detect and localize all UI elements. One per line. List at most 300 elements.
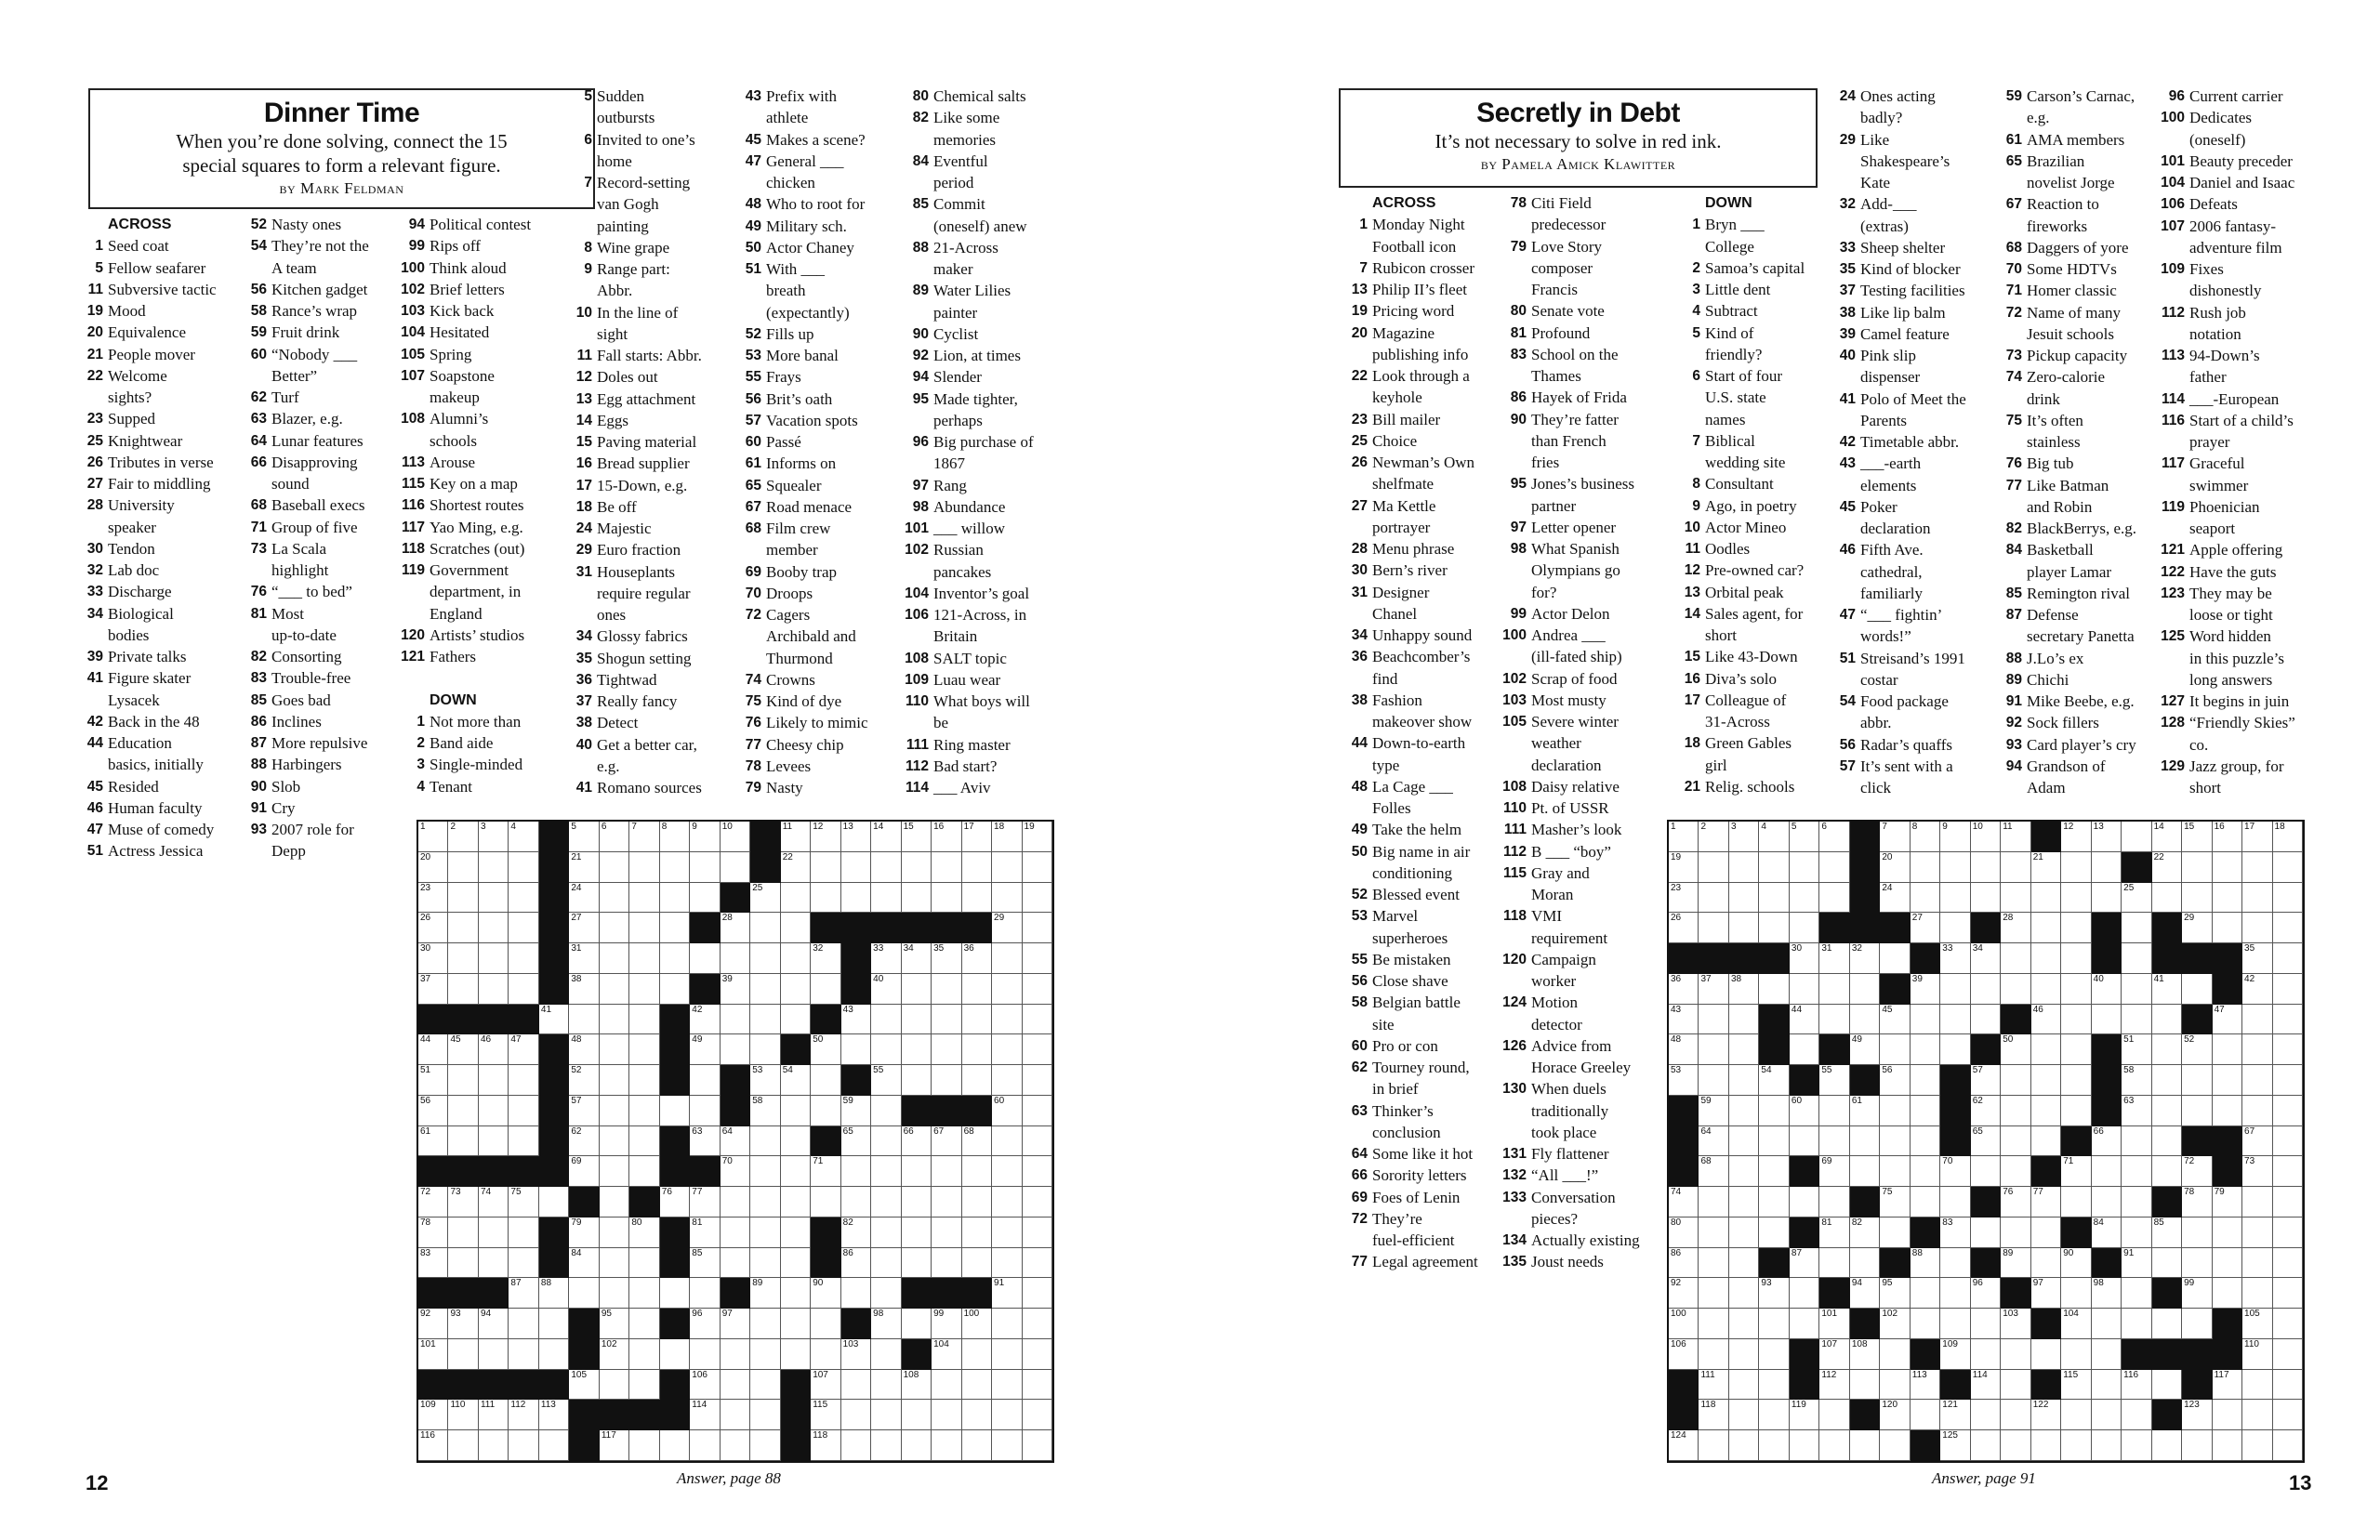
grid-square[interactable]	[902, 1187, 932, 1218]
grid-square[interactable]	[1023, 822, 1052, 852]
grid-square[interactable]	[600, 1065, 629, 1096]
grid-square[interactable]	[2152, 883, 2182, 914]
grid-square[interactable]	[1699, 1187, 1728, 1218]
grid-square[interactable]	[1790, 1430, 1819, 1461]
grid-square[interactable]	[750, 1218, 780, 1248]
grid-square[interactable]	[509, 852, 538, 883]
grid-square[interactable]	[1819, 1370, 1849, 1401]
grid-square[interactable]	[962, 1034, 992, 1065]
grid-square[interactable]	[448, 822, 478, 852]
grid-square[interactable]	[2092, 1339, 2122, 1370]
grid-square[interactable]	[2061, 1065, 2091, 1096]
grid-square[interactable]	[600, 852, 629, 883]
grid-square[interactable]	[2273, 1218, 2303, 1248]
grid-square[interactable]	[2001, 974, 2030, 1005]
grid-square[interactable]	[629, 1005, 659, 1035]
grid-square[interactable]	[2031, 1430, 2061, 1461]
grid-square[interactable]	[479, 1218, 509, 1248]
grid-square[interactable]	[2182, 883, 2212, 914]
grid-square[interactable]	[992, 883, 1022, 914]
grid-square[interactable]	[2031, 1126, 2061, 1157]
grid-square[interactable]	[569, 822, 599, 852]
grid-square[interactable]	[479, 1430, 509, 1461]
grid-square[interactable]	[2273, 822, 2303, 852]
grid-square[interactable]	[1699, 1278, 1728, 1309]
grid-square[interactable]	[1971, 1005, 2001, 1035]
grid-square[interactable]	[932, 1187, 961, 1218]
grid-square[interactable]	[1759, 852, 1789, 883]
grid-square[interactable]	[1880, 1400, 1910, 1430]
grid-square[interactable]	[479, 1096, 509, 1126]
grid-square[interactable]	[2122, 1248, 2151, 1279]
grid-square[interactable]	[1971, 1339, 2001, 1370]
grid-square[interactable]	[600, 1187, 629, 1218]
grid-square[interactable]	[1911, 1126, 1940, 1157]
grid-square[interactable]	[600, 1096, 629, 1126]
grid-square[interactable]	[629, 1218, 659, 1248]
grid-square[interactable]	[781, 1218, 811, 1248]
grid-square[interactable]	[1911, 1096, 1940, 1126]
grid-square[interactable]	[2273, 1278, 2303, 1309]
grid-square[interactable]	[1729, 1096, 1759, 1126]
grid-square[interactable]	[1699, 883, 1728, 914]
grid-square[interactable]	[1699, 1430, 1728, 1461]
grid-square[interactable]	[1729, 913, 1759, 943]
grid-square[interactable]	[871, 1065, 901, 1096]
grid-square[interactable]	[2122, 974, 2151, 1005]
grid-square[interactable]	[660, 883, 690, 914]
grid-square[interactable]	[1759, 883, 1789, 914]
grid-square[interactable]	[2061, 1339, 2091, 1370]
grid-square[interactable]	[2213, 913, 2242, 943]
grid-square[interactable]	[2242, 852, 2272, 883]
grid-square[interactable]	[962, 1005, 992, 1035]
grid-square[interactable]	[871, 1309, 901, 1339]
grid-square[interactable]	[932, 1400, 961, 1430]
grid-square[interactable]	[721, 1248, 750, 1279]
grid-square[interactable]	[539, 1339, 569, 1370]
grid-square[interactable]	[1669, 1187, 1699, 1218]
grid-square[interactable]	[2182, 1096, 2212, 1126]
grid-square[interactable]	[841, 1278, 871, 1309]
grid-square[interactable]	[992, 1339, 1022, 1370]
grid-square[interactable]	[781, 1309, 811, 1339]
grid-square[interactable]	[2273, 883, 2303, 914]
grid-square[interactable]	[569, 1156, 599, 1187]
grid-square[interactable]	[2061, 1370, 2091, 1401]
grid-square[interactable]	[1880, 852, 1910, 883]
grid-square[interactable]	[992, 1156, 1022, 1187]
grid-square[interactable]	[992, 822, 1022, 852]
grid-square[interactable]	[2061, 1278, 2091, 1309]
grid-square[interactable]	[479, 1065, 509, 1096]
grid-square[interactable]	[509, 1278, 538, 1309]
grid-square[interactable]	[1790, 1187, 1819, 1218]
grid-square[interactable]	[1880, 1034, 1910, 1065]
grid-square[interactable]	[1669, 1005, 1699, 1035]
grid-square[interactable]	[1759, 1339, 1789, 1370]
grid-square[interactable]	[690, 852, 720, 883]
grid-square[interactable]	[1759, 1096, 1789, 1126]
grid-square[interactable]	[1911, 1400, 1940, 1430]
grid-square[interactable]	[1819, 1218, 1849, 1248]
grid-square[interactable]	[418, 913, 448, 943]
grid-square[interactable]	[2031, 1034, 2061, 1065]
grid-square[interactable]	[932, 1339, 961, 1370]
grid-square[interactable]	[1819, 1248, 1849, 1279]
grid-square[interactable]	[2001, 822, 2030, 852]
grid-square[interactable]	[479, 1187, 509, 1218]
grid-square[interactable]	[811, 1034, 840, 1065]
grid-square[interactable]	[781, 1248, 811, 1279]
grid-square[interactable]	[448, 1034, 478, 1065]
grid-square[interactable]	[1911, 852, 1940, 883]
grid-square[interactable]	[448, 1187, 478, 1218]
grid-square[interactable]	[690, 822, 720, 852]
grid-square[interactable]	[750, 1400, 780, 1430]
grid-square[interactable]	[1790, 852, 1819, 883]
grid-square[interactable]	[1880, 943, 1910, 974]
grid-square[interactable]	[479, 822, 509, 852]
grid-square[interactable]	[690, 1126, 720, 1157]
grid-square[interactable]	[1669, 913, 1699, 943]
grid-square[interactable]	[418, 1065, 448, 1096]
left-crossword-grid[interactable]	[416, 820, 1054, 1463]
grid-square[interactable]	[690, 1096, 720, 1126]
grid-square[interactable]	[2273, 1400, 2303, 1430]
grid-square[interactable]	[2122, 1309, 2151, 1339]
grid-square[interactable]	[1850, 1034, 1880, 1065]
grid-square[interactable]	[721, 1430, 750, 1461]
grid-square[interactable]	[448, 1339, 478, 1370]
grid-square[interactable]	[1971, 1309, 2001, 1339]
grid-square[interactable]	[871, 1187, 901, 1218]
grid-square[interactable]	[629, 943, 659, 974]
grid-square[interactable]	[932, 1126, 961, 1157]
grid-square[interactable]	[2001, 1400, 2030, 1430]
grid-square[interactable]	[871, 1005, 901, 1035]
grid-square[interactable]	[2152, 1156, 2182, 1187]
grid-square[interactable]	[871, 974, 901, 1005]
grid-square[interactable]	[690, 1218, 720, 1248]
grid-square[interactable]	[1790, 1126, 1819, 1157]
right-crossword-grid[interactable]	[1667, 820, 2305, 1463]
grid-square[interactable]	[1669, 1278, 1699, 1309]
grid-square[interactable]	[569, 1278, 599, 1309]
grid-square[interactable]	[1940, 822, 1970, 852]
grid-square[interactable]	[992, 1400, 1022, 1430]
grid-square[interactable]	[600, 1126, 629, 1157]
grid-square[interactable]	[1911, 974, 1940, 1005]
grid-square[interactable]	[2092, 1218, 2122, 1248]
grid-square[interactable]	[871, 1218, 901, 1248]
grid-square[interactable]	[811, 1096, 840, 1126]
grid-square[interactable]	[2122, 1065, 2151, 1096]
grid-square[interactable]	[509, 974, 538, 1005]
grid-square[interactable]	[932, 883, 961, 914]
grid-square[interactable]	[1023, 852, 1052, 883]
grid-square[interactable]	[2152, 1005, 2182, 1035]
grid-square[interactable]	[750, 1156, 780, 1187]
grid-square[interactable]	[1023, 1278, 1052, 1309]
grid-square[interactable]	[448, 1309, 478, 1339]
grid-square[interactable]	[750, 1126, 780, 1157]
grid-square[interactable]	[1819, 1400, 1849, 1430]
grid-square[interactable]	[690, 1370, 720, 1401]
grid-square[interactable]	[569, 913, 599, 943]
grid-square[interactable]	[2213, 1187, 2242, 1218]
grid-square[interactable]	[871, 1339, 901, 1370]
grid-square[interactable]	[2182, 1156, 2212, 1187]
grid-square[interactable]	[509, 913, 538, 943]
grid-square[interactable]	[1759, 913, 1789, 943]
grid-square[interactable]	[1850, 1156, 1880, 1187]
grid-square[interactable]	[2122, 1156, 2151, 1187]
grid-square[interactable]	[690, 1309, 720, 1339]
grid-square[interactable]	[1790, 1034, 1819, 1065]
grid-square[interactable]	[992, 943, 1022, 974]
grid-square[interactable]	[1940, 1278, 1970, 1309]
grid-square[interactable]	[1971, 1065, 2001, 1096]
grid-square[interactable]	[2242, 1339, 2272, 1370]
grid-square[interactable]	[721, 1005, 750, 1035]
grid-square[interactable]	[509, 1065, 538, 1096]
grid-square[interactable]	[2182, 1430, 2212, 1461]
grid-square[interactable]	[600, 883, 629, 914]
grid-square[interactable]	[629, 1156, 659, 1187]
grid-square[interactable]	[2273, 1005, 2303, 1035]
grid-square[interactable]	[629, 822, 659, 852]
grid-square[interactable]	[479, 943, 509, 974]
grid-square[interactable]	[1699, 1370, 1728, 1401]
grid-square[interactable]	[2061, 852, 2091, 883]
grid-square[interactable]	[418, 883, 448, 914]
grid-square[interactable]	[721, 1034, 750, 1065]
grid-square[interactable]	[1819, 1339, 1849, 1370]
grid-square[interactable]	[841, 1034, 871, 1065]
grid-square[interactable]	[750, 1278, 780, 1309]
grid-square[interactable]	[2061, 1005, 2091, 1035]
grid-square[interactable]	[1971, 1126, 2001, 1157]
grid-square[interactable]	[2122, 913, 2151, 943]
grid-square[interactable]	[2001, 943, 2030, 974]
grid-square[interactable]	[2001, 1126, 2030, 1157]
grid-square[interactable]	[2001, 883, 2030, 914]
grid-square[interactable]	[629, 1370, 659, 1401]
grid-square[interactable]	[962, 852, 992, 883]
grid-square[interactable]	[2001, 1430, 2030, 1461]
grid-square[interactable]	[1940, 1309, 1970, 1339]
grid-square[interactable]	[2031, 852, 2061, 883]
grid-square[interactable]	[690, 1400, 720, 1430]
grid-square[interactable]	[2092, 1126, 2122, 1157]
grid-square[interactable]	[509, 1096, 538, 1126]
grid-square[interactable]	[539, 1430, 569, 1461]
grid-square[interactable]	[1911, 1278, 1940, 1309]
grid-square[interactable]	[2242, 1187, 2272, 1218]
grid-square[interactable]	[721, 1187, 750, 1218]
grid-square[interactable]	[2242, 1065, 2272, 1096]
grid-square[interactable]	[781, 1005, 811, 1035]
grid-square[interactable]	[1729, 1034, 1759, 1065]
grid-square[interactable]	[1669, 852, 1699, 883]
grid-square[interactable]	[600, 974, 629, 1005]
grid-square[interactable]	[1729, 1065, 1759, 1096]
grid-square[interactable]	[1023, 1126, 1052, 1157]
grid-square[interactable]	[962, 1370, 992, 1401]
grid-square[interactable]	[1971, 883, 2001, 914]
grid-square[interactable]	[2122, 1218, 2151, 1248]
grid-square[interactable]	[841, 1096, 871, 1126]
grid-square[interactable]	[1850, 943, 1880, 974]
grid-square[interactable]	[448, 1430, 478, 1461]
grid-square[interactable]	[600, 1370, 629, 1401]
grid-square[interactable]	[2031, 1400, 2061, 1430]
grid-square[interactable]	[992, 1370, 1022, 1401]
grid-square[interactable]	[902, 1126, 932, 1157]
grid-square[interactable]	[418, 1034, 448, 1065]
grid-square[interactable]	[2213, 1278, 2242, 1309]
grid-square[interactable]	[871, 852, 901, 883]
grid-square[interactable]	[2031, 883, 2061, 914]
grid-square[interactable]	[1759, 1065, 1789, 1096]
grid-square[interactable]	[1759, 1370, 1789, 1401]
grid-square[interactable]	[2152, 1218, 2182, 1248]
grid-square[interactable]	[539, 1005, 569, 1035]
grid-square[interactable]	[992, 852, 1022, 883]
grid-square[interactable]	[1023, 1187, 1052, 1218]
grid-square[interactable]	[781, 883, 811, 914]
grid-square[interactable]	[2273, 1309, 2303, 1339]
grid-square[interactable]	[479, 883, 509, 914]
grid-square[interactable]	[629, 883, 659, 914]
grid-square[interactable]	[1023, 1218, 1052, 1248]
grid-square[interactable]	[721, 1400, 750, 1430]
grid-square[interactable]	[871, 1034, 901, 1065]
grid-square[interactable]	[2152, 1126, 2182, 1157]
grid-square[interactable]	[1790, 943, 1819, 974]
grid-square[interactable]	[932, 943, 961, 974]
grid-square[interactable]	[841, 1370, 871, 1401]
grid-square[interactable]	[2242, 1034, 2272, 1065]
grid-square[interactable]	[1880, 1309, 1910, 1339]
grid-square[interactable]	[871, 1096, 901, 1126]
grid-square[interactable]	[1940, 1005, 1970, 1035]
grid-square[interactable]	[2182, 1065, 2212, 1096]
grid-square[interactable]	[1971, 1370, 2001, 1401]
grid-square[interactable]	[1940, 852, 1970, 883]
grid-square[interactable]	[902, 1065, 932, 1096]
grid-square[interactable]	[962, 1187, 992, 1218]
grid-square[interactable]	[841, 883, 871, 914]
grid-square[interactable]	[1023, 943, 1052, 974]
grid-square[interactable]	[1790, 1400, 1819, 1430]
grid-square[interactable]	[2213, 883, 2242, 914]
grid-square[interactable]	[2213, 1400, 2242, 1430]
grid-square[interactable]	[2213, 822, 2242, 852]
grid-square[interactable]	[1729, 1400, 1759, 1430]
grid-square[interactable]	[2213, 1065, 2242, 1096]
grid-square[interactable]	[660, 913, 690, 943]
grid-square[interactable]	[781, 943, 811, 974]
grid-square[interactable]	[660, 974, 690, 1005]
grid-square[interactable]	[2152, 852, 2182, 883]
grid-square[interactable]	[448, 1248, 478, 1279]
grid-square[interactable]	[902, 1309, 932, 1339]
grid-square[interactable]	[2273, 1034, 2303, 1065]
grid-square[interactable]	[1790, 883, 1819, 914]
grid-square[interactable]	[811, 1400, 840, 1430]
grid-square[interactable]	[569, 1248, 599, 1279]
grid-square[interactable]	[1971, 1156, 2001, 1187]
grid-square[interactable]	[902, 1430, 932, 1461]
grid-square[interactable]	[660, 822, 690, 852]
grid-square[interactable]	[418, 1430, 448, 1461]
grid-square[interactable]	[1669, 1065, 1699, 1096]
grid-square[interactable]	[1729, 1126, 1759, 1157]
grid-square[interactable]	[1729, 1156, 1759, 1187]
grid-square[interactable]	[1023, 1430, 1052, 1461]
grid-square[interactable]	[902, 1034, 932, 1065]
grid-square[interactable]	[841, 1218, 871, 1248]
grid-square[interactable]	[629, 913, 659, 943]
grid-square[interactable]	[932, 974, 961, 1005]
grid-square[interactable]	[1940, 1339, 1970, 1370]
grid-square[interactable]	[1940, 943, 1970, 974]
grid-square[interactable]	[2031, 974, 2061, 1005]
grid-square[interactable]	[2092, 1430, 2122, 1461]
grid-square[interactable]	[1940, 913, 1970, 943]
grid-square[interactable]	[509, 1248, 538, 1279]
grid-square[interactable]	[721, 1126, 750, 1157]
grid-square[interactable]	[569, 883, 599, 914]
grid-square[interactable]	[750, 1430, 780, 1461]
grid-square[interactable]	[600, 822, 629, 852]
grid-square[interactable]	[448, 1400, 478, 1430]
grid-square[interactable]	[2061, 1096, 2091, 1126]
grid-square[interactable]	[418, 1096, 448, 1126]
grid-square[interactable]	[2152, 1248, 2182, 1279]
grid-square[interactable]	[992, 1278, 1022, 1309]
grid-square[interactable]	[418, 1339, 448, 1370]
grid-square[interactable]	[569, 1218, 599, 1248]
grid-square[interactable]	[962, 1430, 992, 1461]
grid-square[interactable]	[1880, 883, 1910, 914]
grid-square[interactable]	[992, 1096, 1022, 1126]
grid-square[interactable]	[418, 1126, 448, 1157]
grid-square[interactable]	[690, 1005, 720, 1035]
grid-square[interactable]	[932, 1430, 961, 1461]
grid-square[interactable]	[902, 1400, 932, 1430]
grid-square[interactable]	[1911, 1309, 1940, 1339]
grid-square[interactable]	[1759, 1430, 1789, 1461]
grid-square[interactable]	[962, 1065, 992, 1096]
grid-square[interactable]	[2242, 1248, 2272, 1279]
grid-square[interactable]	[721, 1218, 750, 1248]
grid-square[interactable]	[600, 1430, 629, 1461]
grid-square[interactable]	[962, 822, 992, 852]
grid-square[interactable]	[1669, 822, 1699, 852]
grid-square[interactable]	[1759, 822, 1789, 852]
grid-square[interactable]	[1729, 1218, 1759, 1248]
grid-square[interactable]	[1971, 1400, 2001, 1430]
grid-square[interactable]	[932, 822, 961, 852]
grid-square[interactable]	[2273, 913, 2303, 943]
grid-square[interactable]	[2031, 1096, 2061, 1126]
grid-square[interactable]	[1023, 913, 1052, 943]
grid-square[interactable]	[1699, 974, 1728, 1005]
grid-square[interactable]	[2092, 1156, 2122, 1187]
